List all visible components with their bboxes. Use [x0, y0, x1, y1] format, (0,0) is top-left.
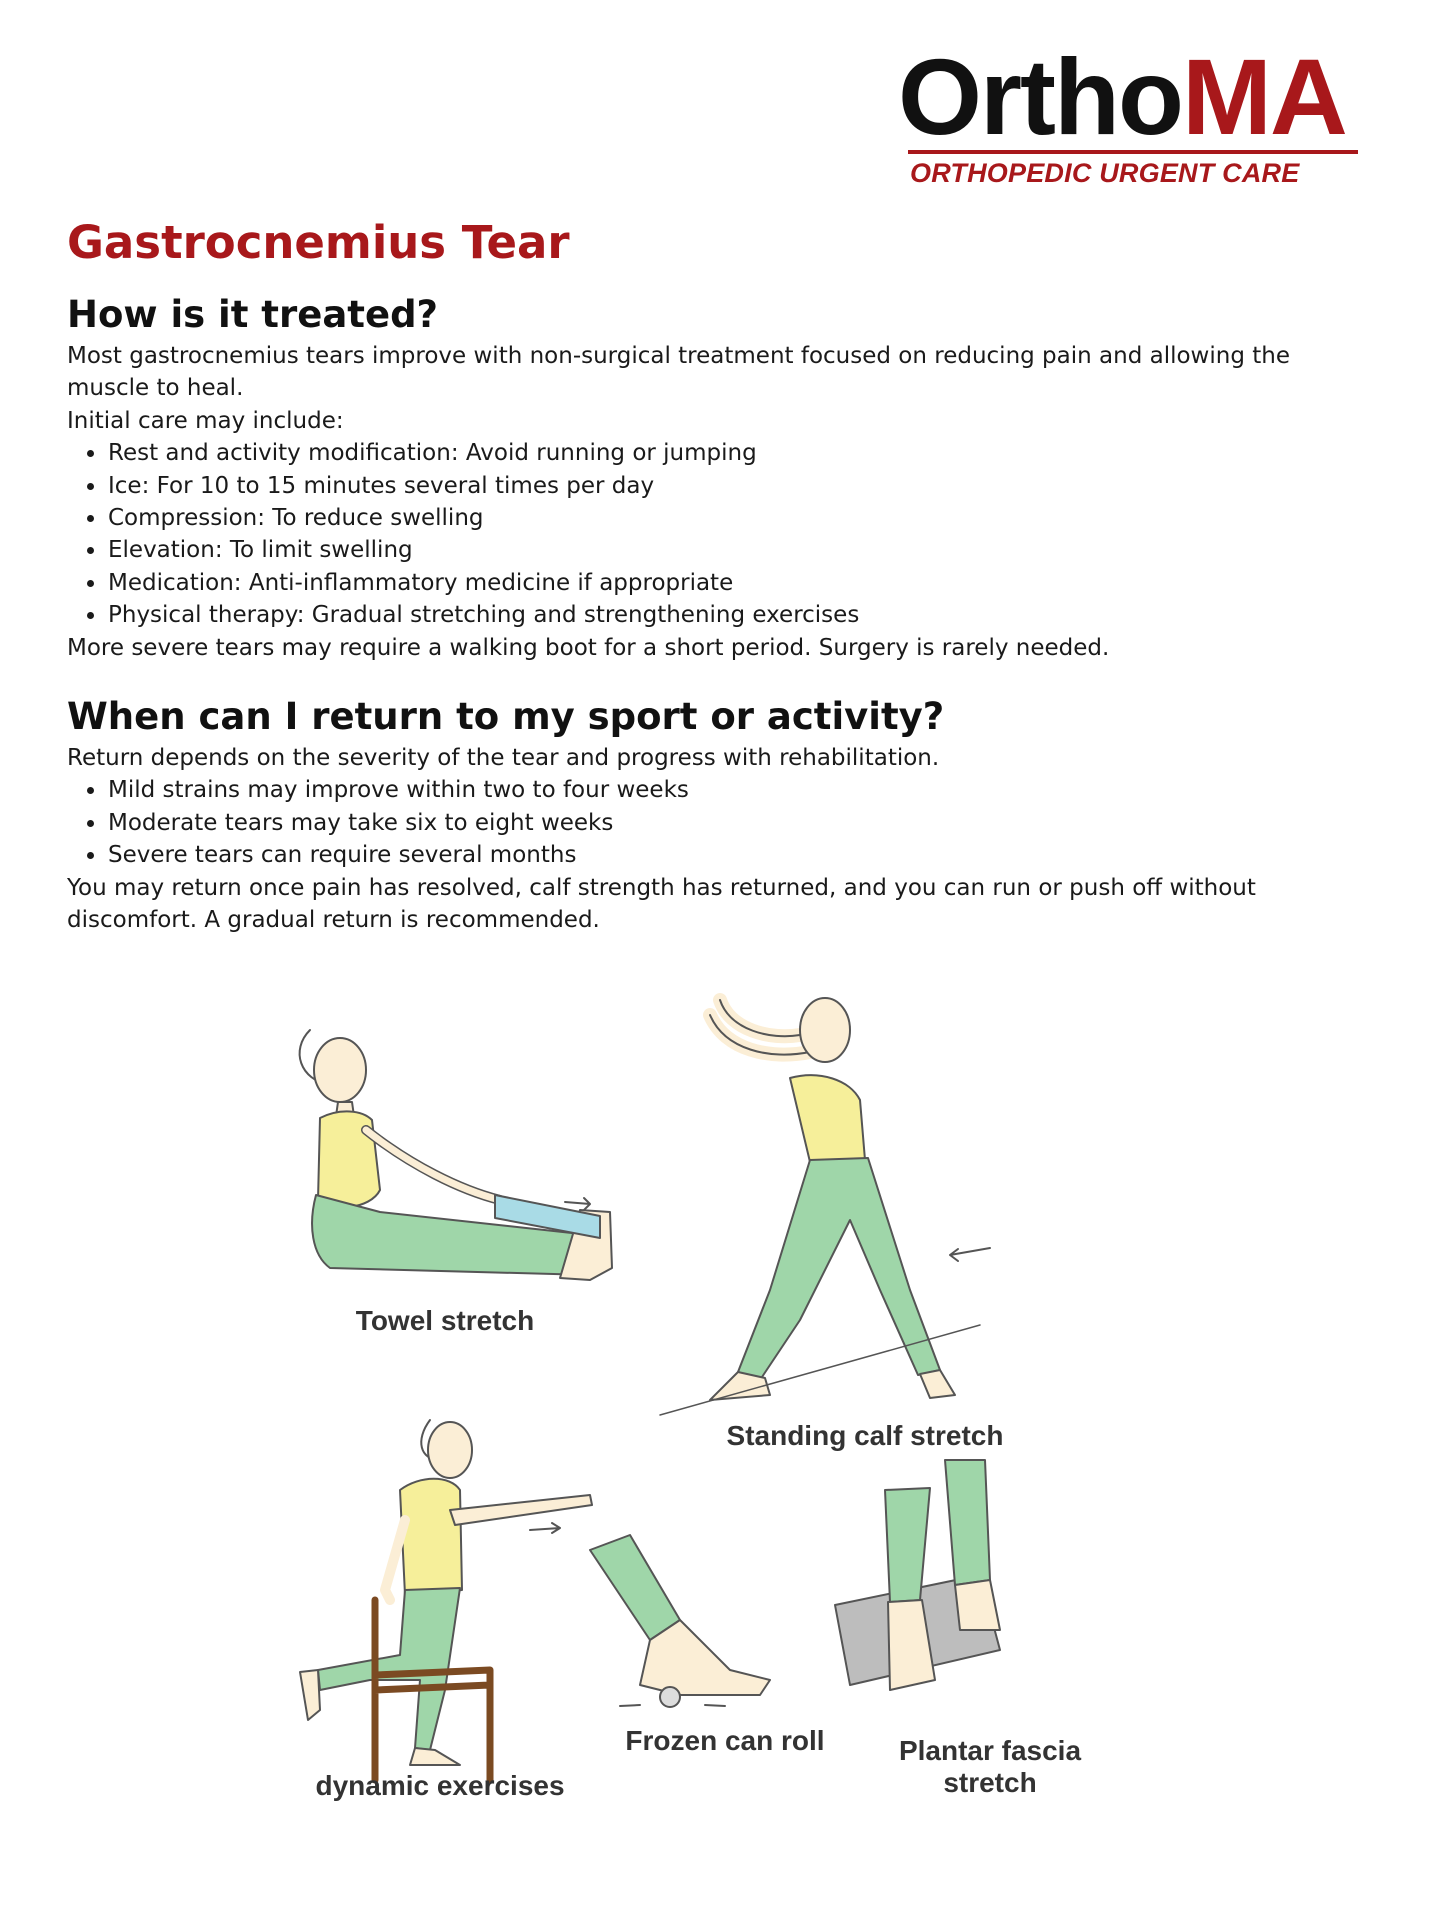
list-item: • Ice: For 10 to 15 minutes several times per day	[107, 470, 1367, 502]
standing-calf-stretch-caption: Standing calf stretch	[726, 1420, 1004, 1451]
section-spacer	[67, 664, 1367, 692]
list-item: • Moderate tears may take six to eight weeks	[107, 807, 1367, 839]
treatment-heading: How is it treated?	[67, 293, 439, 336]
list-item: • Compression: To reduce swelling	[107, 502, 1367, 534]
plantar-fascia-caption-line2: stretch	[943, 1767, 1037, 1798]
return-intro: Return depends on the severity of the tear and progress with rehabilitation.	[67, 745, 940, 772]
list-item: • Elevation: To limit swelling	[107, 534, 1367, 566]
treatment-list	[67, 437, 1367, 631]
document-body	[67, 214, 1367, 937]
treatment-intro: Most gastrocnemius tears improve with non-surgical treatment focused on reducing pain and allowing the muscle to heal.	[67, 343, 1290, 402]
logo-word-accent: MA	[1181, 36, 1346, 157]
orthoma-logo	[898, 36, 1358, 189]
list-item: • Rest and activity modification: Avoid running or jumping	[107, 437, 1367, 469]
return-list	[67, 774, 1367, 871]
list-item: • Physical therapy: Gradual stretching and strengthening exercises	[107, 599, 1367, 631]
exercise-illustration-art	[290, 990, 1150, 1840]
list-item: • Medication: Anti-inflammatory medicine if appropriate	[107, 567, 1367, 599]
towel-stretch-caption: Towel stretch	[355, 1305, 535, 1336]
frozen-can-roll-figure	[590, 1535, 770, 1707]
plantar-fascia-stretch-figure	[835, 1460, 1000, 1690]
towel-stretch-figure	[300, 1030, 612, 1280]
list-item: • Mild strains may improve within two to four weeks	[107, 774, 1367, 806]
treatment-closing: More severe tears may require a walking boot for a short period. Surgery is rarely needed.	[67, 634, 1110, 661]
plantar-fascia-caption	[870, 1735, 1110, 1799]
return-section	[67, 692, 1367, 936]
dynamic-exercises-caption: dynamic exercises	[315, 1770, 565, 1801]
return-heading: When can I return to my sport or activity?	[67, 695, 945, 739]
plantar-fascia-caption-line1: Plantar fascia	[898, 1735, 1082, 1766]
exercise-illustrations	[290, 990, 1150, 1840]
dynamic-exercises-figure	[300, 1420, 592, 1780]
logo-word-dark: Ortho	[898, 36, 1182, 157]
treatment-section	[67, 290, 1367, 664]
list-item: • Severe tears can require several months	[107, 839, 1367, 871]
logo-tagline: ORTHOPEDIC URGENT CARE	[910, 158, 1300, 188]
return-closing: You may return once pain has resolved, calf strength has returned, and you can run or push off without discomfort. A gradual return is recommended.	[67, 874, 1256, 934]
frozen-can-roll-caption: Frozen can roll	[625, 1725, 825, 1756]
logo-wordmark	[898, 36, 1358, 157]
standing-calf-stretch-figure	[660, 998, 990, 1415]
treatment-lead: Initial care may include:	[67, 407, 344, 434]
page-title: Gastrocnemius Tear	[67, 216, 570, 269]
